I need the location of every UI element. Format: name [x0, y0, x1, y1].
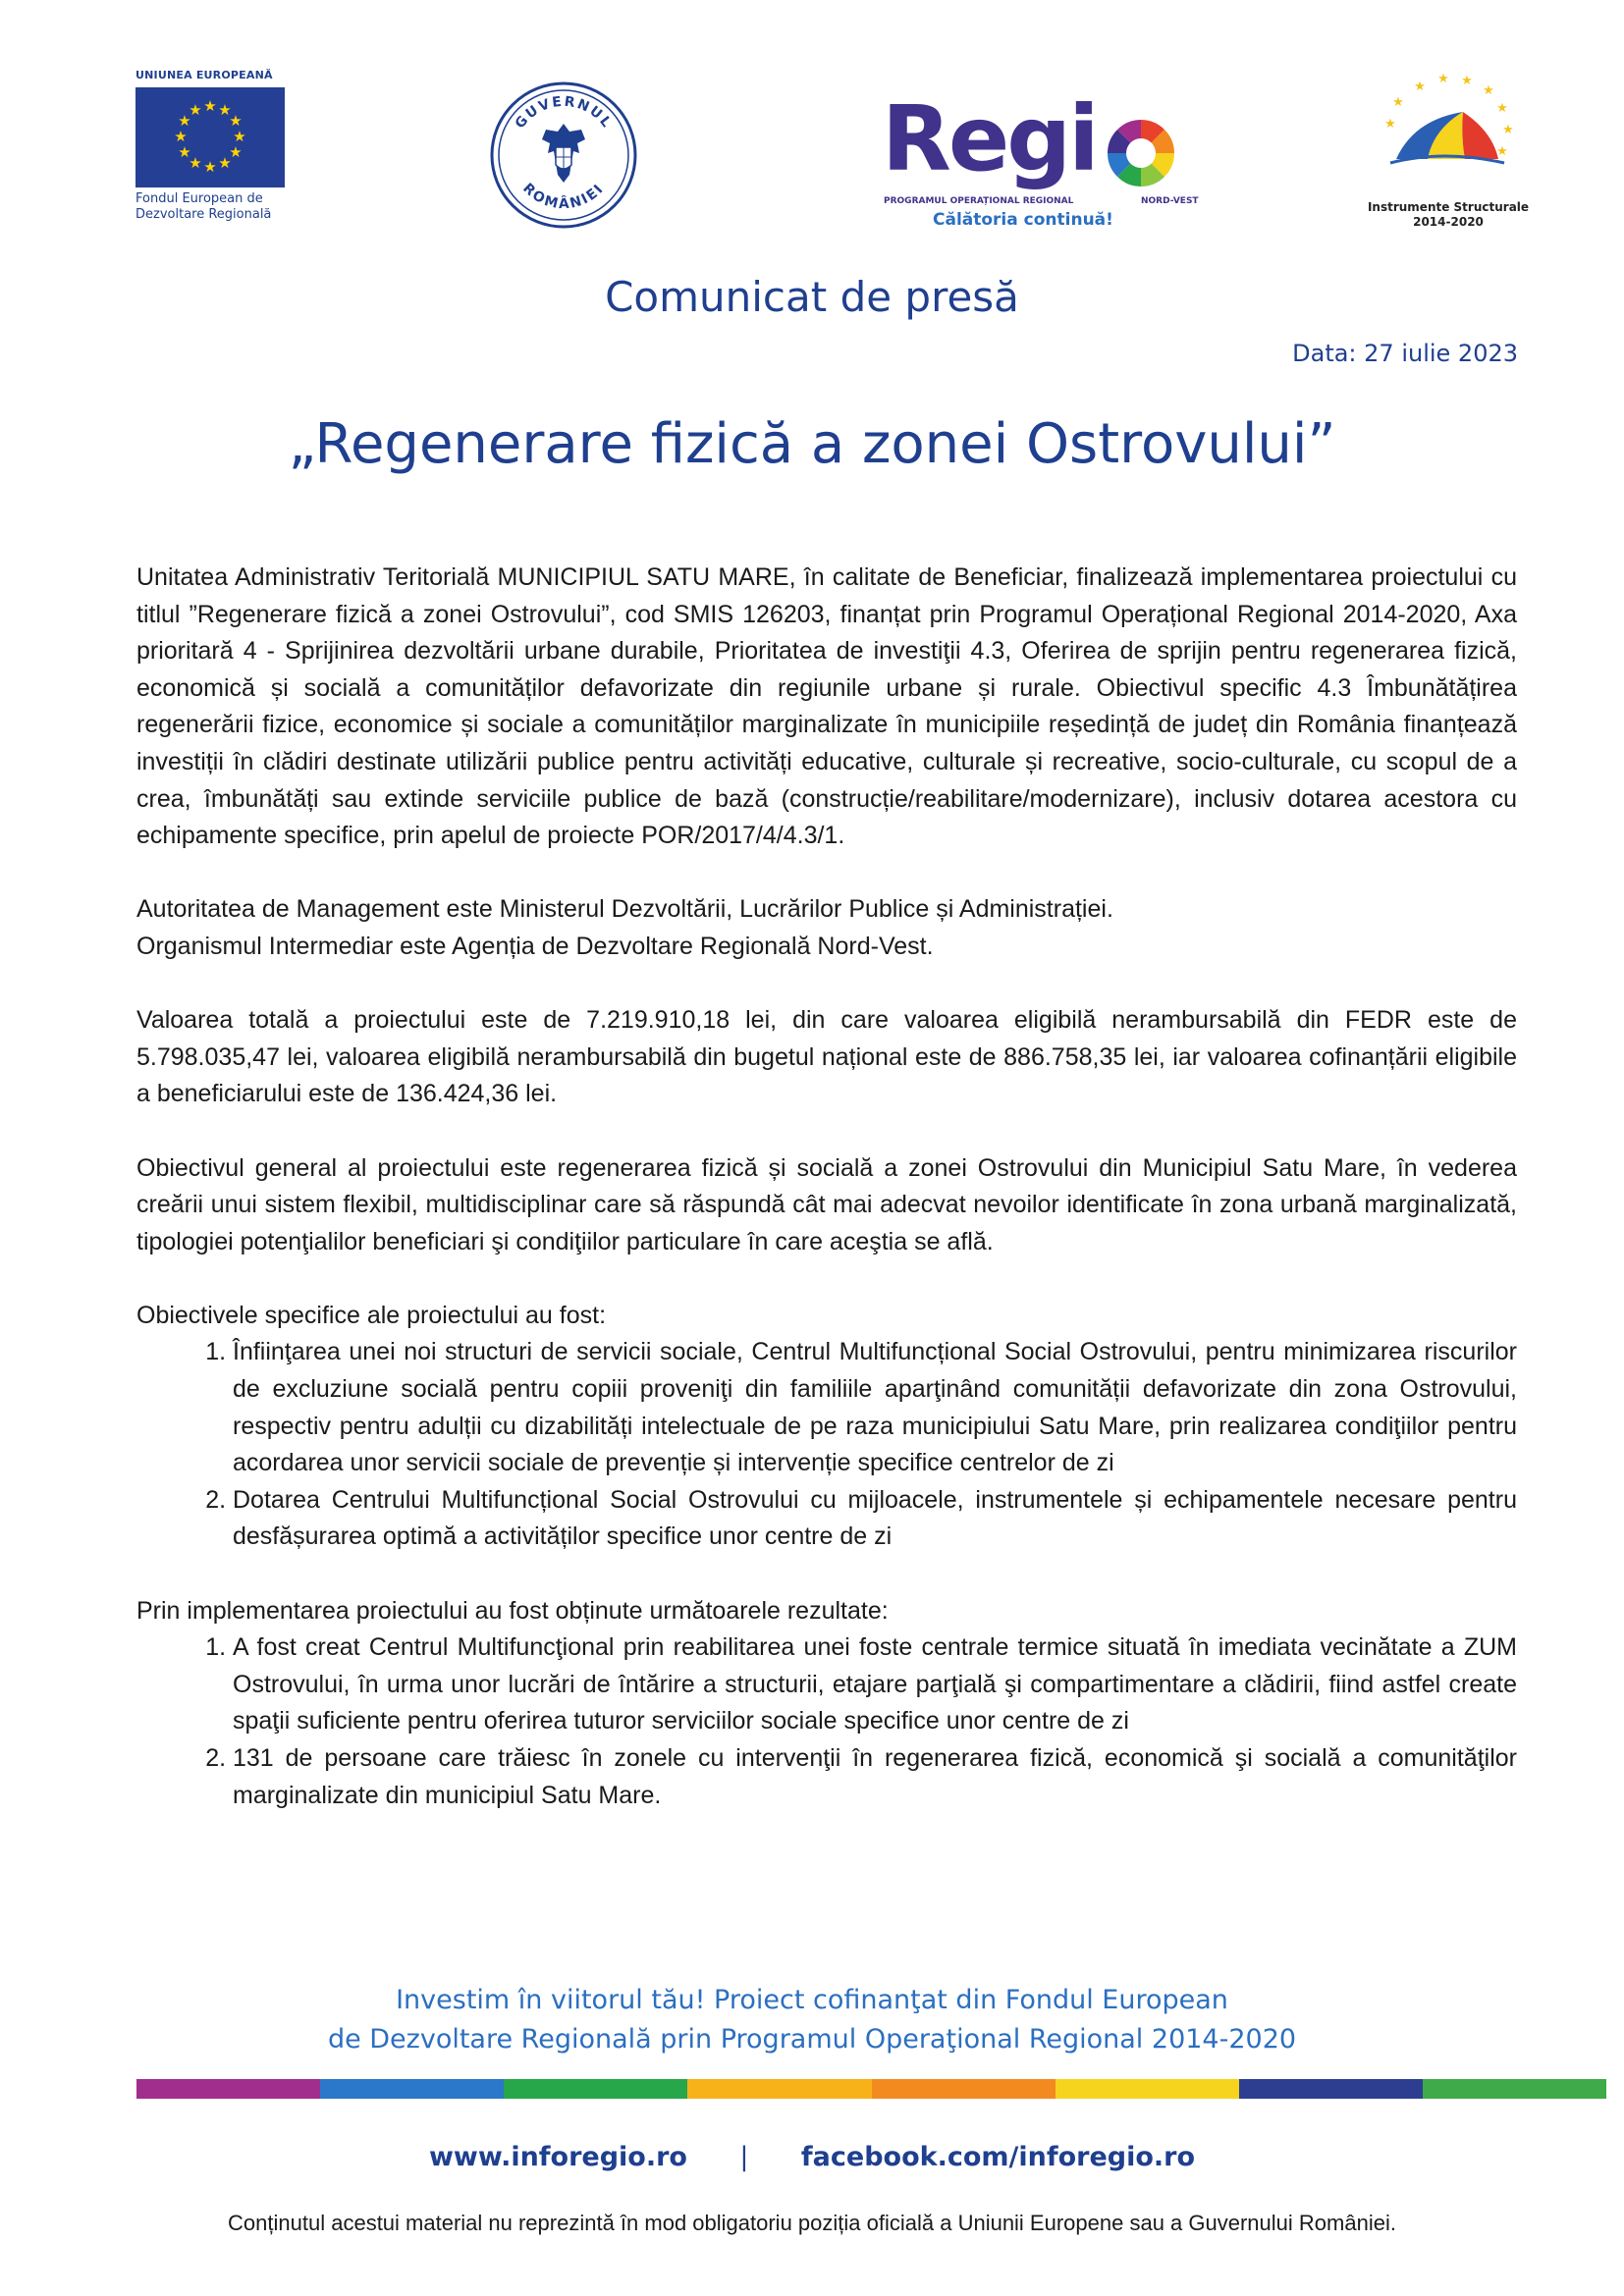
- regio-subtitle-right: NORD-VEST: [1141, 196, 1199, 206]
- color-bar-segment: [1056, 2079, 1239, 2099]
- disclaimer: Conținutul acestui material nu reprezintă în mod obligatoriu poziția oficială a Uniunii Europene sau a Guvernului României.: [228, 2211, 1396, 2235]
- color-bar-segment: [136, 2079, 320, 2099]
- investment-line-2: de Dezvoltare Regională prin Programul Operaţional Regional 2014-2020: [327, 2024, 1297, 2055]
- link-separator: |: [739, 2142, 749, 2172]
- color-bar-segment: [1239, 2079, 1423, 2099]
- press-release-body: [136, 560, 1517, 1851]
- value-paragraph: Valoarea totală a proiectului este de 7.219.910,18 lei, din care valoarea eligibilă nerambursabilă din FEDR este de 5.798.035,47 lei, valoarea eligibilă nerambursabilă din bugetul național este de 886.758,35 lei, iar valoarea cofinanțării eligibile a beneficiarului este de 136.424,36 lei.: [136, 1006, 1517, 1108]
- color-bar: [136, 2079, 1606, 2099]
- regio-color-wheel-icon: [1104, 116, 1178, 190]
- eu-subtitle-2: Dezvoltare Regională: [135, 207, 272, 222]
- svg-text:★: ★: [1461, 74, 1473, 88]
- list-item: 1. A fost creat Centrul Multifuncţional prin reabilitarea unei foste centrale termice situată în imediata vecinătate a ZUM Ostrovului, în urma unor lucrări de întărire a structurii, etajare parţială şi compartimentare a clădirii, fiind astfel create spaţii suficiente pentru oferirea tuturor serviciilor sociale specifice unor centre de zi: [233, 1629, 1517, 1740]
- investment-statement: [0, 1981, 1624, 2059]
- svg-text:★: ★: [174, 128, 188, 145]
- website-link[interactable]: www.inforegio.ro: [428, 2142, 687, 2172]
- svg-text:★: ★: [189, 101, 202, 119]
- regio-logo: [882, 86, 1206, 239]
- government-logo: [489, 80, 638, 230]
- press-release-label: Comunicat de presă: [605, 273, 1019, 321]
- svg-text:★: ★: [229, 112, 243, 130]
- specific-objectives-list: [136, 1334, 1517, 1556]
- page-title: „Regenerare fizică a zonei Ostrovului”: [288, 412, 1336, 476]
- list-item: 2. 131 de persoane care trăiesc în zonele cu intervenţii în regenerarea fizică, economică şi socială a comunităţilor marginalizate din municipiul Satu Mare.: [233, 1740, 1517, 1814]
- header-logos: [0, 0, 1624, 245]
- government-seal-icon: [489, 80, 638, 230]
- intermediary-line: Organismul Intermediar este Agenția de Dezvoltare Regională Nord-Vest.: [136, 932, 934, 960]
- svg-text:★: ★: [203, 97, 217, 115]
- regio-wordmark: Regi: [882, 86, 1097, 191]
- results-heading: Prin implementarea proiectului au fost obținute următoarele rezultate:: [136, 1596, 889, 1625]
- facebook-link[interactable]: facebook.com/inforegio.ro: [800, 2142, 1196, 2172]
- results-list: [136, 1629, 1517, 1814]
- structural-instruments-caption-1: Instrumente Structurale: [1367, 200, 1530, 214]
- svg-text:★: ★: [1392, 95, 1404, 110]
- investment-line-1: Investim în viitorul tău! Proiect cofinanţat din Fondul European: [396, 1985, 1228, 2015]
- structural-instruments-caption-2: 2014-2020: [1413, 215, 1484, 229]
- footer-links: [0, 2142, 1624, 2172]
- structural-instruments-emblem-icon: [1355, 69, 1542, 196]
- svg-text:★: ★: [233, 128, 246, 145]
- svg-text:★: ★: [1483, 83, 1494, 98]
- list-item: 1. Înfiinţarea unei noi structuri de servicii sociale, Centrul Multifuncțional Social Ostrovului, pentru minimizarea riscurilor de excluziune socială pentru copiii proveniţi din familiile aparţinând comunității defavorizate din zona Ostrovului, respectiv pentru adulții cu dizabilități intelectuale de pe raza municipiului Satu Mare, prin realizarea condiţiilor pentru acordarea unor servicii sociale de prevenție și intervenție specifice centrelor de zi: [233, 1334, 1517, 1481]
- structural-instruments-logo: [1355, 69, 1542, 236]
- svg-text:★: ★: [1384, 117, 1396, 132]
- svg-text:★: ★: [1502, 123, 1514, 137]
- regio-subtitle-left: PROGRAMUL OPERAȚIONAL REGIONAL: [884, 196, 1074, 206]
- eu-logo: [135, 69, 293, 223]
- svg-text:★: ★: [203, 158, 217, 176]
- color-bar-segment: [872, 2079, 1056, 2099]
- svg-text:★: ★: [218, 101, 232, 119]
- svg-text:★: ★: [178, 143, 191, 161]
- color-bar-segment: [320, 2079, 504, 2099]
- general-objective-paragraph: Obiectivul general al proiectului este regenerarea fizică și socială a zonei Ostrovului din Municipiul Satu Mare, în vederea creării unui sistem flexibil, multidisciplinar care să răspundă cât mai adecvat nevoilor identificate în zona urbană marginalizată, tipologiei potenţialilor beneficiari şi condiţiilor particulare în care aceştia se află.: [136, 1153, 1517, 1255]
- color-bar-segment: [687, 2079, 871, 2099]
- authority-line: Autoritatea de Management este Ministerul Dezvoltării, Lucrărilor Publice și Administrației.: [136, 895, 1113, 924]
- regio-tagline: Călătoria continuă!: [933, 210, 1113, 230]
- eu-subtitle-1: Fondul European de: [135, 191, 263, 206]
- eu-stars-icon: [135, 87, 285, 187]
- structural-instruments-caption: [1355, 200, 1542, 230]
- svg-text:★: ★: [178, 112, 191, 130]
- svg-text:★: ★: [189, 154, 202, 172]
- svg-text:★: ★: [1496, 144, 1508, 159]
- eu-caption: UNIUNEA EUROPEANĂ: [135, 69, 273, 81]
- release-date: Data: 27 iulie 2023: [1292, 340, 1518, 367]
- list-item: 2. Dotarea Centrului Multifuncțional Social Ostrovului cu mijloacele, instrumentele și echipamentele necesare pentru desfășurarea optimă a activităților specifice unor centre de zi: [233, 1482, 1517, 1556]
- eu-flag-icon: [135, 87, 285, 187]
- svg-text:★: ★: [218, 154, 232, 172]
- color-bar-segment: [1423, 2079, 1606, 2099]
- svg-text:★: ★: [229, 143, 243, 161]
- government-text-top: GUVERNUL: [512, 93, 616, 133]
- svg-text:★: ★: [1414, 80, 1426, 94]
- svg-text:★: ★: [1437, 72, 1449, 86]
- government-text-bottom: ROMÂNIEI: [519, 180, 608, 213]
- svg-text:★: ★: [1496, 101, 1508, 116]
- specific-objectives-heading: Obiectivele specifice ale proiectului au fost:: [136, 1301, 607, 1329]
- color-bar-segment: [504, 2079, 687, 2099]
- intro-paragraph: Unitatea Administrativ Teritorială MUNICIPIUL SATU MARE, în calitate de Beneficiar, finalizează implementarea proiectului cu titlul ”Regenerare fizică a zonei Ostrovului”, cod SMIS 126203, finanțat prin Programul Operațional Regional 2014-2020, Axa prioritară 4 - Sprijinirea dezvoltării urbane durabile, Prioritatea de investiţii 4.3, Oferirea de sprijin pentru regenerarea fizică, economică și socială a comunităților defavorizate din regiunile urbane și rurale. Obiectivul specific 4.3 Îmbunătățirea regenerării fizice, economice și sociale a comunităților marginalizate în municipiile reședință de județ din România finanțează investiții în clădiri destinate utilizării publice pentru activități educative, culturale și recreative, socio-culturale, cu scopul de a crea, îmbunătăți sau extinde serviciile publice de bază (construcție/reabilitare/modernizare), inclusiv dotarea acestora cu echipamente specifice, prin apelul de proiecte POR/2017/4/4.3/1.: [136, 563, 1517, 850]
